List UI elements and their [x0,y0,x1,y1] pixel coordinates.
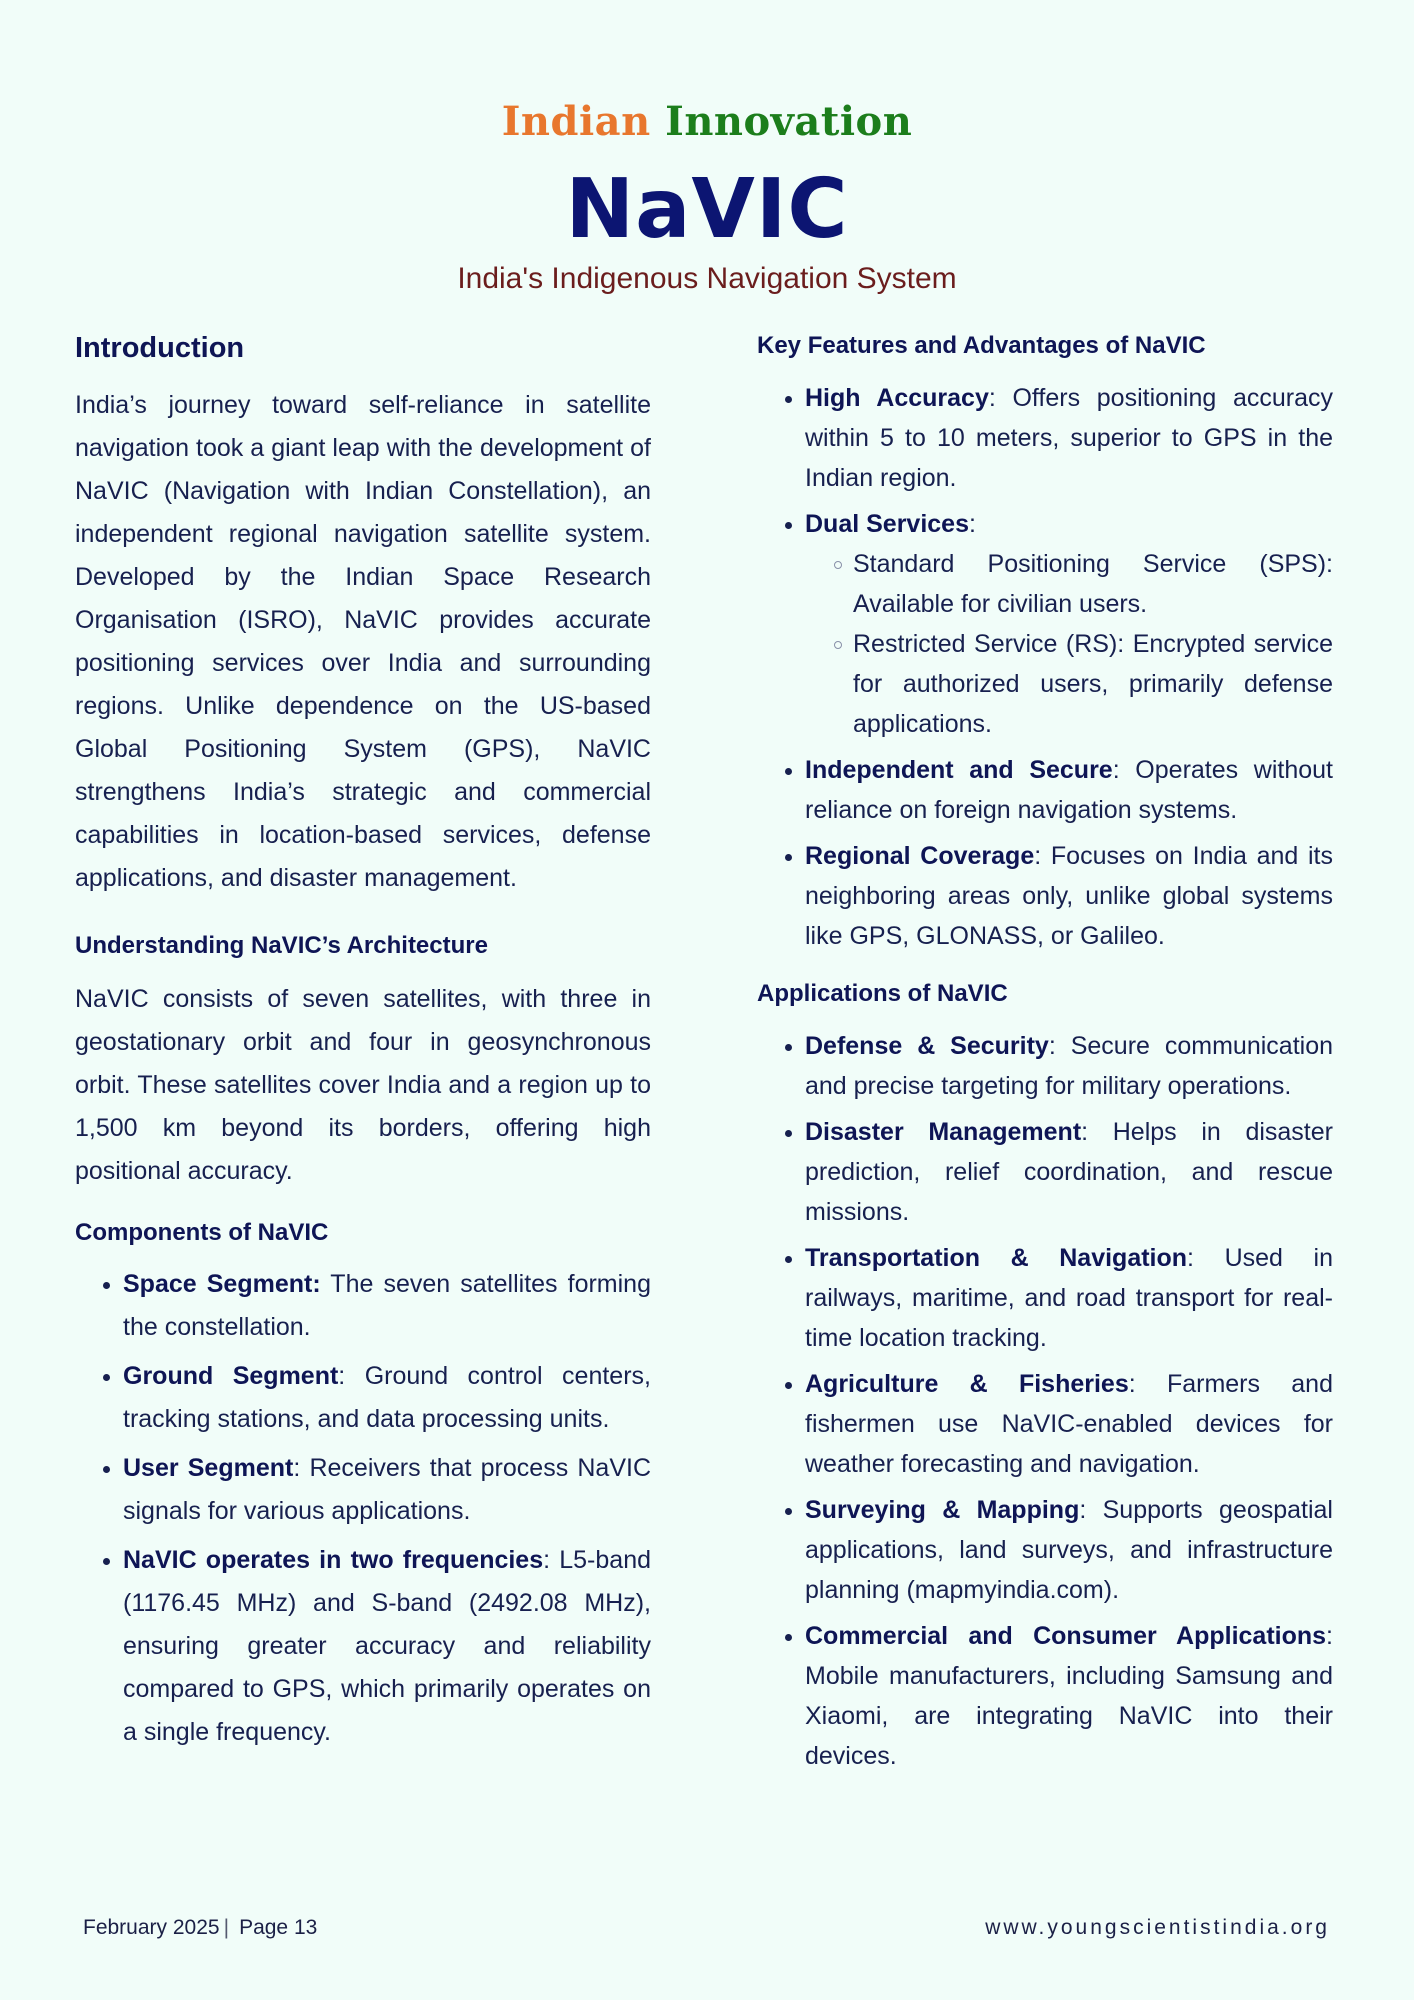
list-item [805,836,1333,956]
item-text: Mobile manufacturers, including Samsung and Xiaomi, are integrating NaVIC into their devices. [805,1662,1333,1770]
list-item [805,378,1333,498]
item-sep: : [338,1362,346,1390]
item-term: Dual Services [805,510,969,538]
item-text: Operates without reliance on foreign navigation systems. [805,756,1333,824]
architecture-heading: Understanding NaVIC’s Architecture [75,932,488,959]
item-term: Regional Coverage [805,842,1035,870]
item-text: Ground control centers, tracking stations, and data processing units. [123,1362,651,1433]
item-text: Used in railways, maritime, and road transport for real-time location tracking. [805,1244,1333,1352]
item-text: The seven satellites forming the constellation. [123,1270,651,1341]
components-heading: Components of NaVIC [75,1219,329,1246]
item-text: Supports geospatial applications, land surveys, and infrastructure planning (mapmyindia.com). [805,1496,1333,1604]
components-list [75,1263,651,1754]
item-text: Receivers that process NaVIC signals for various applications. [123,1454,651,1525]
item-text: Farmers and fishermen use NaVIC-enabled devices for weather forecasting and navigation. [805,1370,1333,1478]
list-item [123,1447,651,1533]
item-term: Agriculture & Fisheries [805,1370,1129,1398]
item-term: Surveying & Mapping [805,1496,1080,1524]
item-term: Space Segment: [123,1270,321,1298]
introduction-paragraph: India’s journey toward self-reliance in satellite navigation took a giant leap with the development of NaVIC (Navigation with Indian Constellation), an independent regional navigation satellite system. Developed by the Indian Space Research Organisation (ISRO), NaVIC provides accurate positioning services over India and surrounding regions. Unlike dependence on the US-based Global Positioning System (GPS), NaVIC strengthens India’s strategic and commercial capabilities in location-based services, defense applications, and disaster management. [75,391,651,892]
features-list [757,378,1333,956]
item-sep: : [1079,1496,1087,1524]
item-term: Commercial and Consumer Applications [805,1622,1327,1650]
applications-heading: Applications of NaVIC [757,980,1008,1007]
item-text: Offers positioning accuracy within 5 to 10 meters, superior to GPS in the Indian region. [805,384,1333,492]
item-term: Transportation & Navigation [805,1244,1188,1272]
footer-page-number: Page 13 [239,1916,318,1939]
item-text: L5-band (1176.45 MHz) and S-band (2492.08 MHz), ensuring greater accuracy and reliability compared to GPS, which primarily operates on a single frequency. [123,1546,651,1746]
item-term: NaVIC operates in two frequencies [123,1546,544,1574]
item-term: Independent and Secure [805,756,1113,784]
right-column [757,326,1333,1782]
page-title: NaVIC [565,162,849,257]
footer-issue-info [83,1916,317,1940]
item-sep: : [969,510,976,538]
sub-list-item: Standard Positioning Service (SPS): Available for civilian users. [853,544,1333,624]
item-sep: : [1326,1622,1333,1650]
page-subtitle: India's Indigenous Navigation System [457,262,957,295]
item-sep: : [543,1546,551,1574]
list-item [805,1490,1333,1610]
item-text: Secure communication and precise targeting for military operations. [805,1032,1333,1100]
item-term: High Accuracy [805,384,989,412]
item-sep: : [293,1454,301,1482]
section-kicker [0,98,1414,145]
item-sep: : [1034,842,1042,870]
item-term: Defense & Security [805,1032,1049,1060]
footer-date: February 2025 [83,1916,220,1939]
footer-website: www.youngscientistindia.org [985,1916,1330,1939]
item-sep: : [1187,1244,1194,1272]
item-sep: : [988,384,996,412]
sub-list-item: Restricted Service (RS): Encrypted service for authorized users, primarily defense applications. [853,624,1333,744]
item-term: User Segment [123,1454,294,1482]
item-term: Disaster Management [805,1118,1082,1146]
architecture-paragraph: NaVIC consists of seven satellites, with three in geostationary orbit and four in geosynchronous orbit. These satellites cover India and a region up to 1,500 km beyond its borders, offering high positional accuracy. [75,985,651,1185]
list-item [123,1355,651,1441]
item-text: Focuses on India and its neighboring areas only, unlike global systems like GPS, GLONASS, or Galileo. [805,842,1333,950]
list-item [805,750,1333,830]
kicker-word-innovation: Innovation [665,98,913,145]
list-item [123,1263,651,1349]
item-text: Helps in disaster prediction, relief coordination, and rescue missions. [805,1118,1333,1226]
list-item [805,1026,1333,1106]
list-item [805,1112,1333,1232]
list-item [123,1539,651,1754]
item-sep: : [1048,1032,1056,1060]
list-item [805,1616,1333,1776]
item-sep: : [1112,756,1120,784]
dual-services-sublist [805,544,1333,744]
item-sep: : [1128,1370,1136,1398]
applications-list [757,1026,1333,1776]
features-heading: Key Features and Advantages of NaVIC [757,332,1206,359]
list-item [805,1364,1333,1484]
item-term: Ground Segment [123,1362,339,1390]
footer-separator: | [223,1916,230,1939]
list-item [805,504,1333,744]
kicker-word-indian: Indian [501,98,651,145]
introduction-heading: Introduction [75,332,245,364]
item-sep: : [1081,1118,1089,1146]
left-column [75,326,651,1760]
list-item [805,1238,1333,1358]
